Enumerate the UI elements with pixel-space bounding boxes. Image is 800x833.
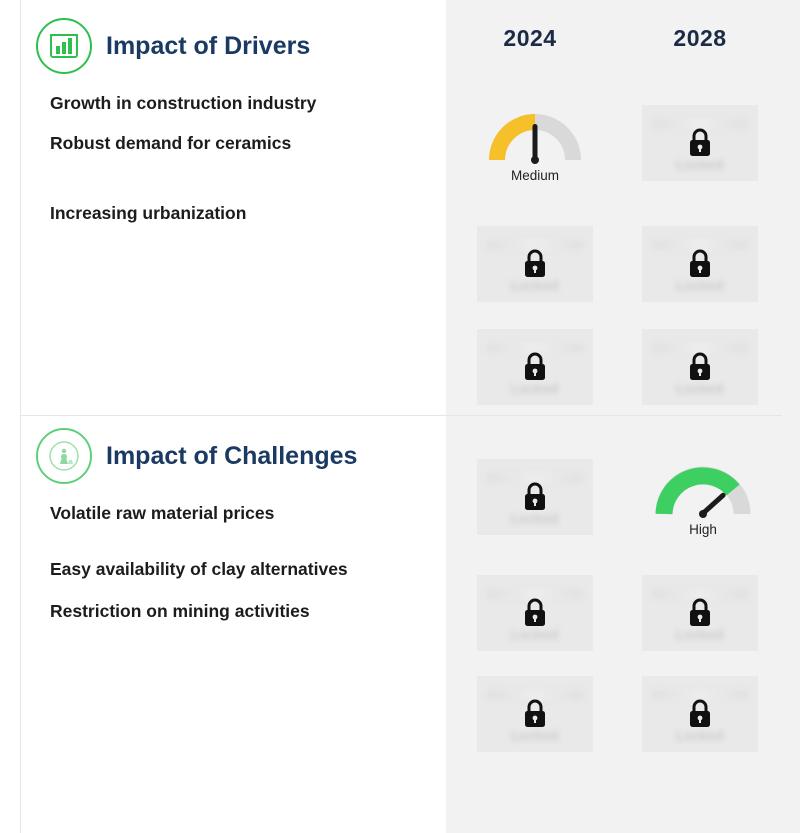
section-drivers [0, 18, 446, 228]
locked-cell-drivers-row3-2024[interactable] [477, 329, 593, 405]
chess-pieces-icon [36, 428, 92, 484]
section-header-drivers [0, 18, 446, 74]
list-item: Volatile raw material prices [50, 503, 275, 523]
list-item: Easy availability of clay alternatives [50, 559, 348, 580]
blurred-placeholder-text: Locked [511, 728, 559, 743]
gauge-challenges-row1-2028 [645, 462, 761, 552]
lock-icon [687, 697, 713, 731]
challenges-item-list [0, 498, 446, 626]
drivers-item-list [0, 88, 446, 228]
section-divider [20, 415, 782, 416]
locked-cell-challenges-row3-2028[interactable] [642, 676, 758, 752]
locked-cell-challenges-row1-2024[interactable] [477, 459, 593, 535]
list-item: Increasing urbanization [50, 203, 247, 224]
locked-cell-drivers-row3-2028[interactable] [642, 329, 758, 405]
lock-icon [522, 596, 548, 630]
blurred-placeholder-text: Locked [511, 511, 559, 526]
locked-cell-challenges-row2-2028[interactable] [642, 575, 758, 651]
gauge-value-label: High [689, 522, 717, 537]
list-item: Growth in construction industry [50, 93, 317, 113]
blurred-placeholder-text: Locked [511, 627, 559, 642]
section-title-challenges: Impact of Challenges [106, 441, 358, 470]
blurred-placeholder-text: Locked [676, 157, 724, 172]
gauge-value-label: Medium [510, 168, 559, 183]
gauge-drivers-row1-2024 [477, 110, 593, 200]
column-header-2024: 2024 [503, 25, 557, 51]
section-header-challenges [0, 428, 446, 484]
blurred-placeholder-text: Locked [511, 381, 559, 396]
blurred-placeholder-text: Locked [676, 728, 724, 743]
column-header-2028: 2028 [673, 25, 727, 51]
locked-cell-drivers-row2-2028[interactable] [642, 226, 758, 302]
blurred-placeholder-text: Locked [511, 278, 559, 293]
lock-icon [522, 247, 548, 281]
section-title-drivers: Impact of Drivers [106, 31, 311, 60]
locked-cell-challenges-row3-2024[interactable] [477, 676, 593, 752]
blurred-placeholder-text: Locked [676, 278, 724, 293]
lock-icon [687, 126, 713, 160]
growth-chart-icon [36, 18, 92, 74]
locked-cell-challenges-row2-2024[interactable] [477, 575, 593, 651]
locked-cell-drivers-row2-2024[interactable] [477, 226, 593, 302]
list-item: Restriction on mining activities [50, 601, 310, 622]
lock-icon [687, 350, 713, 384]
lock-icon [522, 350, 548, 384]
blurred-placeholder-text: Locked [676, 381, 724, 396]
locked-cell-drivers-row1-2028[interactable] [642, 105, 758, 181]
lock-icon [522, 480, 548, 514]
lock-icon [522, 697, 548, 731]
lock-icon [687, 247, 713, 281]
lock-icon [687, 596, 713, 630]
section-challenges [0, 428, 446, 626]
blurred-placeholder-text: Locked [676, 627, 724, 642]
list-item: Robust demand for ceramics [50, 133, 292, 154]
